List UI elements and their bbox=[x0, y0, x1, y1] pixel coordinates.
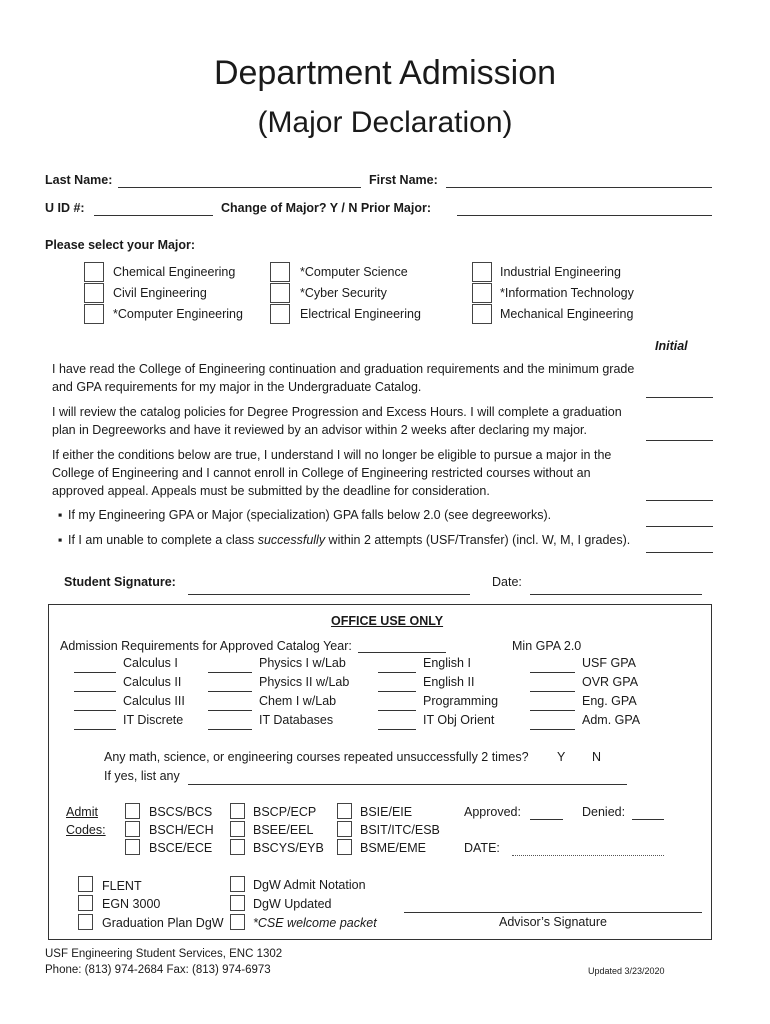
code-label: BSCYS/EYB bbox=[253, 841, 324, 855]
major-option: *Computer Science bbox=[300, 265, 408, 279]
checkbox-bsch[interactable] bbox=[125, 821, 140, 837]
catalog-year-field[interactable] bbox=[358, 652, 446, 653]
major-option: *Information Technology bbox=[500, 286, 634, 300]
approved-label: Approved: bbox=[464, 805, 521, 819]
change-major-label: Change of Major? Y / N Prior Major: bbox=[221, 201, 431, 215]
it-obj-orient-field[interactable] bbox=[378, 729, 416, 730]
ack-bullet-2: If I am unable to complete a class successfully within 2 attempts (USF/Transfer) (incl. W, M, I grades). bbox=[68, 533, 631, 547]
requirement-label: Physics I w/Lab bbox=[259, 656, 346, 670]
major-option: *Computer Engineering bbox=[113, 307, 243, 321]
date-field[interactable] bbox=[530, 594, 702, 595]
requirement-label: Chem I w/Lab bbox=[259, 694, 337, 708]
check-label: DgW Admit Notation bbox=[253, 878, 366, 892]
eng-gpa-field[interactable] bbox=[530, 710, 575, 711]
major-prompt: Please select your Major: bbox=[45, 238, 196, 252]
ack-paragraph-2: I will review the catalog policies for Degree Progression and Excess Hours. I will complete a graduation plan in Degreeworks and have it reviewed by an advisor within 2 weeks after declaring my major. bbox=[52, 405, 622, 437]
major-option: Industrial Engineering bbox=[500, 265, 621, 279]
requirement-label: Calculus II bbox=[123, 675, 182, 689]
footer-phone: Phone: (813) 974-2684 Fax: (813) 974-6973 bbox=[45, 964, 271, 976]
code-label: BSCH/ECH bbox=[149, 823, 214, 837]
admit-codes-label: Admit bbox=[66, 805, 98, 819]
checkbox-civil-engineering[interactable] bbox=[84, 283, 104, 303]
chem-1-field[interactable] bbox=[208, 710, 252, 711]
code-label: BSME/EME bbox=[360, 841, 426, 855]
checkbox-bsme[interactable] bbox=[337, 839, 352, 855]
physics-1-field[interactable] bbox=[208, 672, 252, 673]
checkbox-bscys[interactable] bbox=[230, 839, 245, 855]
repeat-list-field[interactable] bbox=[188, 784, 627, 785]
requirement-label: Calculus III bbox=[123, 694, 185, 708]
check-label: *CSE welcome packet bbox=[253, 916, 377, 930]
requirement-label: Calculus I bbox=[123, 656, 178, 670]
code-label: BSCS/BCS bbox=[149, 805, 213, 819]
checkbox-cyber-security[interactable] bbox=[270, 283, 290, 303]
it-databases-field[interactable] bbox=[208, 729, 252, 730]
requirement-label: IT Discrete bbox=[123, 713, 184, 727]
check-label: DgW Updated bbox=[253, 897, 332, 911]
major-option: Civil Engineering bbox=[113, 286, 207, 300]
page-title: Department Admission bbox=[213, 54, 557, 92]
checkbox-bsit[interactable] bbox=[337, 821, 352, 837]
uid-field[interactable] bbox=[94, 215, 213, 216]
checkbox-industrial-engineering[interactable] bbox=[472, 262, 492, 282]
admit-codes-label-2: Codes: bbox=[66, 823, 106, 837]
date-label: Date: bbox=[492, 575, 522, 589]
major-option: Electrical Engineering bbox=[300, 307, 421, 321]
checkbox-bsee[interactable] bbox=[230, 821, 245, 837]
check-label: EGN 3000 bbox=[102, 897, 161, 911]
office-date-field[interactable] bbox=[512, 855, 664, 856]
repeat-no-option[interactable]: N bbox=[592, 750, 602, 764]
initial-label: Initial bbox=[655, 339, 688, 353]
code-label: BSIE/EIE bbox=[360, 805, 413, 819]
english-1-field[interactable] bbox=[378, 672, 416, 673]
english-2-field[interactable] bbox=[378, 691, 416, 692]
requirement-label: English II bbox=[423, 675, 475, 689]
checkbox-bscp[interactable] bbox=[230, 803, 245, 819]
requirement-label: IT Databases bbox=[259, 713, 334, 727]
initial-field-5[interactable] bbox=[646, 552, 713, 553]
check-label: Graduation Plan DgW bbox=[102, 916, 224, 930]
first-name-label: First Name: bbox=[369, 173, 438, 187]
checkbox-graduation-plan[interactable] bbox=[78, 914, 93, 930]
usf-gpa-field[interactable] bbox=[530, 672, 575, 673]
footer-address: USF Engineering Student Services, ENC 1302 bbox=[45, 948, 283, 960]
checkbox-chemical-engineering[interactable] bbox=[84, 262, 104, 282]
checkbox-electrical-engineering[interactable] bbox=[270, 304, 290, 324]
office-heading: OFFICE USE ONLY bbox=[331, 614, 444, 628]
approved-field[interactable] bbox=[530, 819, 563, 820]
calculus-2-field[interactable] bbox=[74, 691, 116, 692]
office-date-label: DATE: bbox=[464, 841, 500, 855]
checkbox-mechanical-engineering[interactable] bbox=[472, 304, 492, 324]
major-option: *Cyber Security bbox=[300, 286, 387, 300]
it-discrete-field[interactable] bbox=[74, 729, 116, 730]
check-label: FLENT bbox=[102, 879, 142, 893]
initial-field-1[interactable] bbox=[646, 397, 713, 398]
code-label: BSIT/ITC/ESB bbox=[360, 823, 440, 837]
initial-field-3[interactable] bbox=[646, 500, 713, 501]
advisor-signature-field[interactable] bbox=[404, 912, 702, 913]
uid-label: U ID #: bbox=[45, 201, 85, 215]
checkbox-dgw-updated[interactable] bbox=[230, 895, 245, 911]
first-name-field[interactable] bbox=[446, 187, 712, 188]
gpa-label: USF GPA bbox=[582, 656, 636, 670]
gpa-label: OVR GPA bbox=[582, 675, 639, 689]
checkbox-dgw-admit[interactable] bbox=[230, 876, 245, 892]
student-signature-field[interactable] bbox=[188, 594, 470, 595]
code-label: BSCP/ECP bbox=[253, 805, 317, 819]
checkbox-egn-3000[interactable] bbox=[78, 895, 93, 911]
page-subtitle: (Major Declaration) bbox=[257, 106, 513, 139]
calculus-3-field[interactable] bbox=[74, 710, 116, 711]
min-gpa-label: Min GPA 2.0 bbox=[512, 639, 582, 653]
ovr-gpa-field[interactable] bbox=[530, 691, 575, 692]
repeat-yes-option[interactable]: Y bbox=[557, 750, 566, 764]
checkbox-information-technology[interactable] bbox=[472, 283, 492, 303]
checkbox-bsce[interactable] bbox=[125, 839, 140, 855]
student-signature-label: Student Signature: bbox=[64, 575, 176, 589]
checkbox-computer-engineering[interactable] bbox=[84, 304, 104, 324]
checkbox-computer-science[interactable] bbox=[270, 262, 290, 282]
repeat-list-label: If yes, list any bbox=[104, 769, 180, 783]
advisor-signature-label: Advisor’s Signature bbox=[499, 915, 607, 929]
adm-gpa-field[interactable] bbox=[530, 729, 575, 730]
gpa-label: Eng. GPA bbox=[582, 694, 637, 708]
last-name-label: Last Name: bbox=[45, 173, 113, 187]
gpa-label: Adm. GPA bbox=[582, 713, 641, 727]
ack-paragraph-1: I have read the College of Engineering continuation and graduation requirements and the minimum grade and GPA requirements for my major in the Undergraduate Catalog. bbox=[52, 362, 635, 394]
code-label: BSEE/EEL bbox=[253, 823, 314, 837]
calculus-1-field[interactable] bbox=[74, 672, 116, 673]
initial-field-2[interactable] bbox=[646, 440, 713, 441]
checkbox-flent[interactable] bbox=[78, 876, 93, 892]
major-option: Chemical Engineering bbox=[113, 265, 236, 279]
bullet-icon: ▪ bbox=[58, 533, 63, 547]
checkbox-cse-welcome[interactable] bbox=[230, 914, 245, 930]
requirement-label: Physics II w/Lab bbox=[259, 675, 350, 689]
physics-2-field[interactable] bbox=[208, 691, 252, 692]
checkbox-bsie[interactable] bbox=[337, 803, 352, 819]
denied-field[interactable] bbox=[632, 819, 664, 820]
denied-label: Denied: bbox=[582, 805, 626, 819]
footer-updated: Updated 3/23/2020 bbox=[588, 966, 665, 976]
code-label: BSCE/ECE bbox=[149, 841, 213, 855]
requirement-label: English I bbox=[423, 656, 471, 670]
major-option: Mechanical Engineering bbox=[500, 307, 634, 321]
bullet-icon: ▪ bbox=[58, 508, 63, 522]
requirement-label: Programming bbox=[423, 694, 499, 708]
ack-paragraph-3: If either the conditions below are true, I understand I will no longer be eligible to pursue a major in the College of Engineering and I cannot enroll in College of Engineering restricted courses without an approved appeal. Appeals must be submitted by the deadline for consideration. bbox=[52, 448, 612, 498]
checkbox-bscs[interactable] bbox=[125, 803, 140, 819]
repeat-question: Any math, science, or engineering courses repeated unsuccessfully 2 times? bbox=[104, 750, 529, 764]
catalog-year-label: Admission Requirements for Approved Catalog Year: bbox=[60, 639, 352, 653]
requirement-label: IT Obj Orient bbox=[423, 713, 495, 727]
ack-bullet-1: If my Engineering GPA or Major (specialization) GPA falls below 2.0 (see degreeworks). bbox=[68, 508, 552, 522]
initial-field-4[interactable] bbox=[646, 526, 713, 527]
programming-field[interactable] bbox=[378, 710, 416, 711]
last-name-field[interactable] bbox=[118, 187, 361, 188]
prior-major-field[interactable] bbox=[457, 215, 712, 216]
